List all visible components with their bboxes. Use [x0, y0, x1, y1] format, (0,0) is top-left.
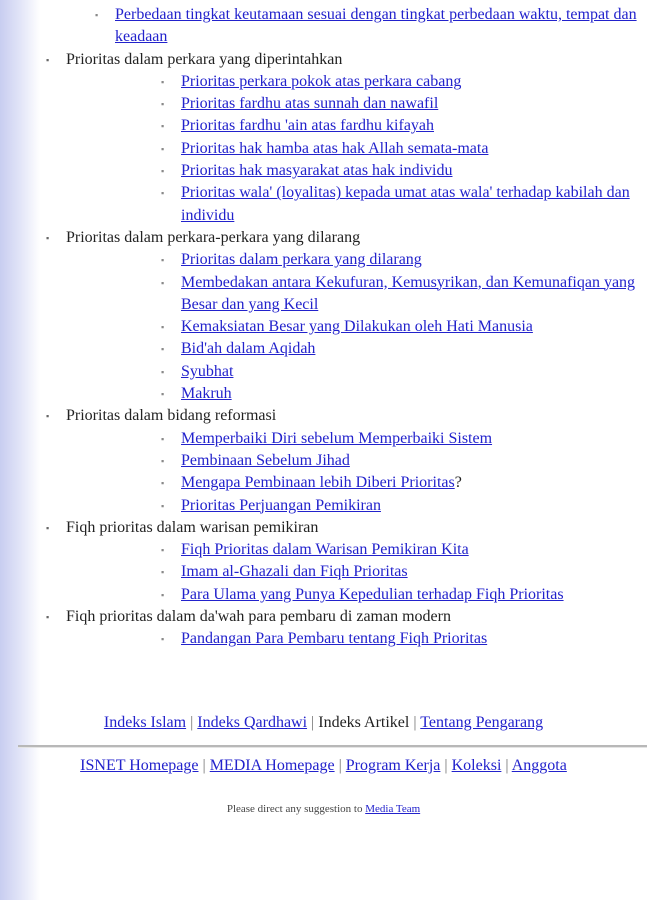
toc-link[interactable]: Para Ulama yang Punya Kepedulian terhadap Fiqh Prioritas — [181, 585, 564, 603]
bullet-icon: ▪ — [161, 455, 165, 466]
toc-link[interactable]: Prioritas hak masyarakat atas hak individu — [181, 162, 453, 180]
toc-link[interactable]: Bid'ah dalam Aqidah — [181, 340, 316, 358]
list-item — [66, 115, 647, 137]
section-list — [0, 49, 647, 651]
section-item — [0, 606, 647, 651]
bullet-icon: ▪ — [161, 389, 165, 400]
media-team-link[interactable]: Media Team — [365, 803, 421, 815]
separator: | — [202, 757, 206, 774]
toc-link[interactable]: Pembinaan Sebelum Jihad — [181, 451, 350, 469]
bullet-icon: ▪ — [161, 166, 165, 177]
bullet-icon: ▪ — [46, 54, 50, 65]
bullet-icon: ▪ — [161, 567, 165, 578]
toc-link[interactable]: Memperbaiki Diri sebelum Memperbaiki Sistem — [181, 429, 493, 447]
toc-link[interactable]: Prioritas hak hamba atas hak Allah semata-mata — [181, 139, 489, 157]
bullet-icon: ▪ — [161, 143, 165, 154]
nav-link[interactable]: ISNET Homepage — [80, 757, 199, 774]
bullet-icon: ▪ — [161, 322, 165, 333]
nav-link[interactable]: MEDIA Homepage — [209, 757, 335, 774]
divider — [18, 745, 647, 748]
section-title: Prioritas dalam bidang reformasi — [66, 407, 277, 425]
nav-link[interactable]: Program Kerja — [345, 757, 441, 774]
bullet-icon: ▪ — [161, 366, 165, 377]
bullet-icon: ▪ — [161, 344, 165, 355]
toc-link[interactable]: Prioritas Perjuangan Pemikiran — [181, 496, 381, 514]
sublist — [66, 539, 647, 606]
list-item — [0, 4, 647, 49]
lead-sublist — [0, 4, 647, 49]
list-item — [66, 561, 647, 583]
toc-link[interactable]: Fiqh Prioritas dalam Warisan Pemikiran Kita — [181, 541, 469, 559]
toc-link[interactable]: Prioritas perkara pokok atas perkara cabang — [181, 72, 462, 90]
list-item — [66, 93, 647, 115]
bullet-icon: ▪ — [161, 76, 165, 87]
bullet-icon: ▪ — [161, 634, 165, 645]
sublist — [66, 428, 647, 517]
toc-link[interactable]: Syubhat — [181, 362, 234, 380]
bullet-icon: ▪ — [161, 478, 165, 489]
article-nav — [0, 714, 647, 732]
toc-link[interactable]: Prioritas fardhu atas sunnah dan nawafil — [181, 95, 439, 113]
bullet-icon: ▪ — [161, 255, 165, 266]
toc-link[interactable]: Pandangan Para Pembaru tentang Fiqh Prioritas — [181, 630, 488, 648]
list-item — [66, 316, 647, 338]
sublist — [66, 71, 647, 227]
list-item — [66, 472, 647, 494]
section-item — [0, 517, 647, 606]
bullet-icon: ▪ — [95, 10, 99, 20]
bullet-icon: ▪ — [161, 99, 165, 110]
table-of-contents — [0, 4, 647, 651]
list-item — [66, 71, 647, 93]
site-nav — [0, 757, 647, 775]
list-item — [66, 495, 647, 517]
section-item — [0, 405, 647, 516]
nav-link[interactable]: Indeks Islam — [103, 714, 187, 731]
footer — [0, 803, 647, 815]
section-title: Fiqh prioritas dalam warisan pemikiran — [66, 518, 319, 536]
toc-link[interactable]: Prioritas fardhu 'ain atas fardhu kifayah — [181, 117, 435, 135]
separator: | — [505, 757, 509, 774]
bullet-icon: ▪ — [161, 589, 165, 600]
bullet-icon: ▪ — [46, 411, 50, 422]
sublist — [66, 249, 647, 405]
list-item — [66, 450, 647, 472]
toc-link[interactable]: Kemaksiatan Besar yang Dilakukan oleh Hati Manusia — [181, 318, 533, 336]
separator: | — [444, 757, 448, 774]
list-item — [66, 383, 647, 405]
section-item — [0, 227, 647, 405]
list-item — [66, 428, 647, 450]
section-title: Prioritas dalam perkara-perkara yang dilarang — [66, 228, 361, 246]
list-item — [66, 539, 647, 561]
toc-link[interactable]: Membedakan antara Kekufuran, Kemusyrikan, dan Kemunafiqan yang Besar dan yang Kecil — [181, 273, 636, 313]
toc-link[interactable]: Mengapa Pembinaan lebih Diberi Prioritas — [181, 474, 455, 492]
list-item — [66, 361, 647, 383]
bullet-icon: ▪ — [161, 277, 165, 288]
section-item — [0, 49, 647, 227]
bullet-icon: ▪ — [46, 232, 50, 243]
nav-link[interactable]: Koleksi — [451, 757, 502, 774]
list-item — [66, 138, 647, 160]
list-item — [66, 160, 647, 182]
list-item — [66, 628, 647, 650]
toc-link[interactable]: Imam al-Ghazali dan Fiqh Prioritas — [181, 563, 408, 581]
bullet-icon: ▪ — [161, 121, 165, 132]
nav-current: Indeks Artikel — [318, 714, 410, 731]
sublist — [66, 628, 647, 650]
separator: | — [311, 714, 315, 731]
bullet-icon: ▪ — [161, 433, 165, 444]
footer-text: Please direct any suggestion to — [226, 803, 366, 815]
list-item — [66, 272, 647, 317]
toc-link[interactable]: Makruh — [181, 385, 232, 403]
nav-link[interactable]: Tentang Pengarang — [420, 714, 544, 731]
separator: | — [338, 757, 342, 774]
list-item — [66, 338, 647, 360]
bullet-icon: ▪ — [161, 500, 165, 511]
toc-link[interactable]: Prioritas wala' (loyalitas) kepada umat atas wala' terhadap kabilah dan individu — [181, 184, 630, 224]
list-item — [66, 584, 647, 606]
list-item — [66, 249, 647, 271]
nav-link[interactable]: Indeks Qardhawi — [197, 714, 308, 731]
section-title: Fiqh prioritas dalam da'wah para pembaru di zaman modern — [66, 608, 451, 626]
toc-link[interactable]: Perbedaan tingkat keutamaan sesuai dengan tingkat perbedaan waktu, tempat dan keadaan — [115, 6, 637, 46]
question-mark: ? — [454, 474, 462, 492]
bullet-icon: ▪ — [46, 522, 50, 533]
list-item — [66, 182, 647, 227]
separator: | — [190, 714, 194, 731]
bullet-icon: ▪ — [161, 188, 165, 199]
bullet-icon: ▪ — [161, 545, 165, 556]
nav-link[interactable]: Anggota — [511, 757, 567, 774]
toc-link[interactable]: Prioritas dalam perkara yang dilarang — [181, 251, 422, 269]
section-title: Prioritas dalam perkara yang diperintahkan — [66, 50, 343, 68]
bullet-icon: ▪ — [46, 612, 50, 623]
separator: | — [413, 714, 417, 731]
